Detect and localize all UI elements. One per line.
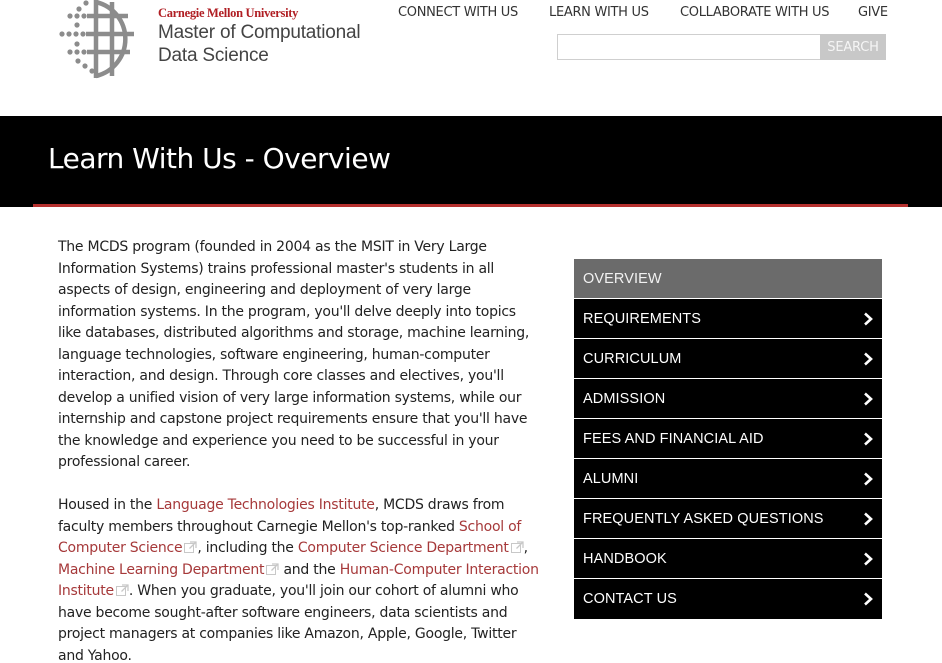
sidebar-item-contact-us[interactable] — [574, 579, 882, 619]
search-input[interactable] — [557, 34, 820, 60]
topnav-collaborate-with-us[interactable]: COLLABORATE WITH US — [680, 5, 830, 20]
sidebar-item-label: REQUIREMENTS — [583, 310, 702, 327]
housing-paragraph — [58, 495, 540, 663]
sidebar-item-curriculum[interactable] — [574, 339, 882, 379]
chevron-right-icon — [863, 432, 873, 446]
text-segment: , MCDS draws from faculty members throughout Carnegie Mellon's top-ranked — [58, 497, 505, 535]
page-banner — [0, 116, 942, 207]
chevron-right-icon — [863, 472, 873, 486]
link-language-technologies-institute[interactable]: Language Technologies Institute — [156, 497, 375, 513]
topnav-give[interactable]: GIVE — [858, 5, 888, 20]
main-content — [58, 237, 540, 663]
text-segment: , — [523, 540, 528, 556]
sidebar-item-label: FEES AND FINANCIAL AID — [583, 430, 764, 447]
external-link-icon — [511, 541, 524, 553]
sidebar-item-label: HANDBOOK — [583, 550, 667, 567]
search-button[interactable]: SEARCH — [820, 34, 886, 60]
link-label: Machine Learning Department — [58, 561, 265, 578]
sidebar-item-label: ALUMNI — [583, 470, 639, 487]
university-name: Carnegie Mellon University — [158, 6, 299, 20]
text-segment: , including the — [197, 540, 298, 556]
sidebar-item-admission[interactable] — [574, 379, 882, 419]
link-machine-learning-department[interactable] — [58, 562, 279, 578]
chevron-right-icon — [863, 592, 873, 606]
text-segment: . When you graduate, you'll join our cohort of alumni who have become sought-after software engineers, data scientists and project managers at companies like Amazon, Apple, Google, Twitter and Yahoo. — [58, 583, 519, 663]
chevron-right-icon — [863, 512, 873, 526]
globe-dots-icon — [58, 0, 148, 80]
link-label: School of Computer Science — [58, 518, 522, 556]
section-sidebar-nav — [574, 259, 882, 619]
chevron-right-icon — [863, 552, 873, 566]
sidebar-item-label: ADMISSION — [583, 390, 666, 407]
sidebar-item-overview[interactable] — [574, 259, 882, 299]
program-name-line1: Master of Computational — [158, 22, 361, 43]
topnav-learn-with-us[interactable]: LEARN WITH US — [549, 5, 649, 20]
external-link-icon — [184, 541, 197, 553]
chevron-right-icon — [863, 312, 873, 326]
link-computer-science-department[interactable] — [298, 540, 524, 556]
sidebar-item-label: CURRICULUM — [583, 350, 682, 367]
topnav-connect-with-us[interactable]: CONNECT WITH US — [398, 5, 518, 20]
sidebar-item-label: CONTACT US — [583, 591, 677, 607]
link-label: Computer Science Department — [297, 540, 509, 556]
external-link-icon — [266, 563, 279, 575]
site-header — [0, 0, 942, 116]
intro-paragraph: The MCDS program (founded in 2004 as the MSIT in Very Large Information Systems) trains professional master's students in all aspects of design, engineering and deployment of very large information systems. In the program, you'll delve deeply into topics like databases, distributed algorithms and storage, machine learning, language technologies, software engineering, human-computer interaction, and design. Through core classes and electives, you'll develop a unified vision of very large information systems, while our internship and capstone project requirements ensure that you'll have the knowledge and experience you need to be successful in your professional career. — [58, 239, 530, 470]
page-title: Learn With Us - Overview — [48, 142, 391, 175]
sidebar-item-handbook[interactable] — [574, 539, 882, 579]
text-segment: Housed in the — [58, 497, 157, 513]
sidebar-item-faq[interactable] — [574, 499, 882, 539]
sidebar-item-label: FREQUENTLY ASKED QUESTIONS — [583, 510, 824, 527]
external-link-icon — [116, 584, 129, 596]
site-logo-link[interactable] — [58, 0, 368, 82]
link-label: Human-Computer Interaction Institute — [58, 561, 539, 599]
search-form — [557, 34, 886, 60]
chevron-right-icon — [863, 392, 873, 406]
sidebar-item-requirements[interactable] — [574, 299, 882, 339]
text-segment: and the — [279, 561, 340, 578]
banner-accent-rule — [33, 204, 908, 207]
sidebar-item-alumni[interactable] — [574, 459, 882, 499]
sidebar-item-fees-and-financial-aid[interactable] — [574, 419, 882, 459]
program-name-line2: Data Science — [158, 45, 269, 66]
chevron-right-icon — [863, 352, 873, 366]
sidebar-item-label: OVERVIEW — [583, 270, 662, 287]
